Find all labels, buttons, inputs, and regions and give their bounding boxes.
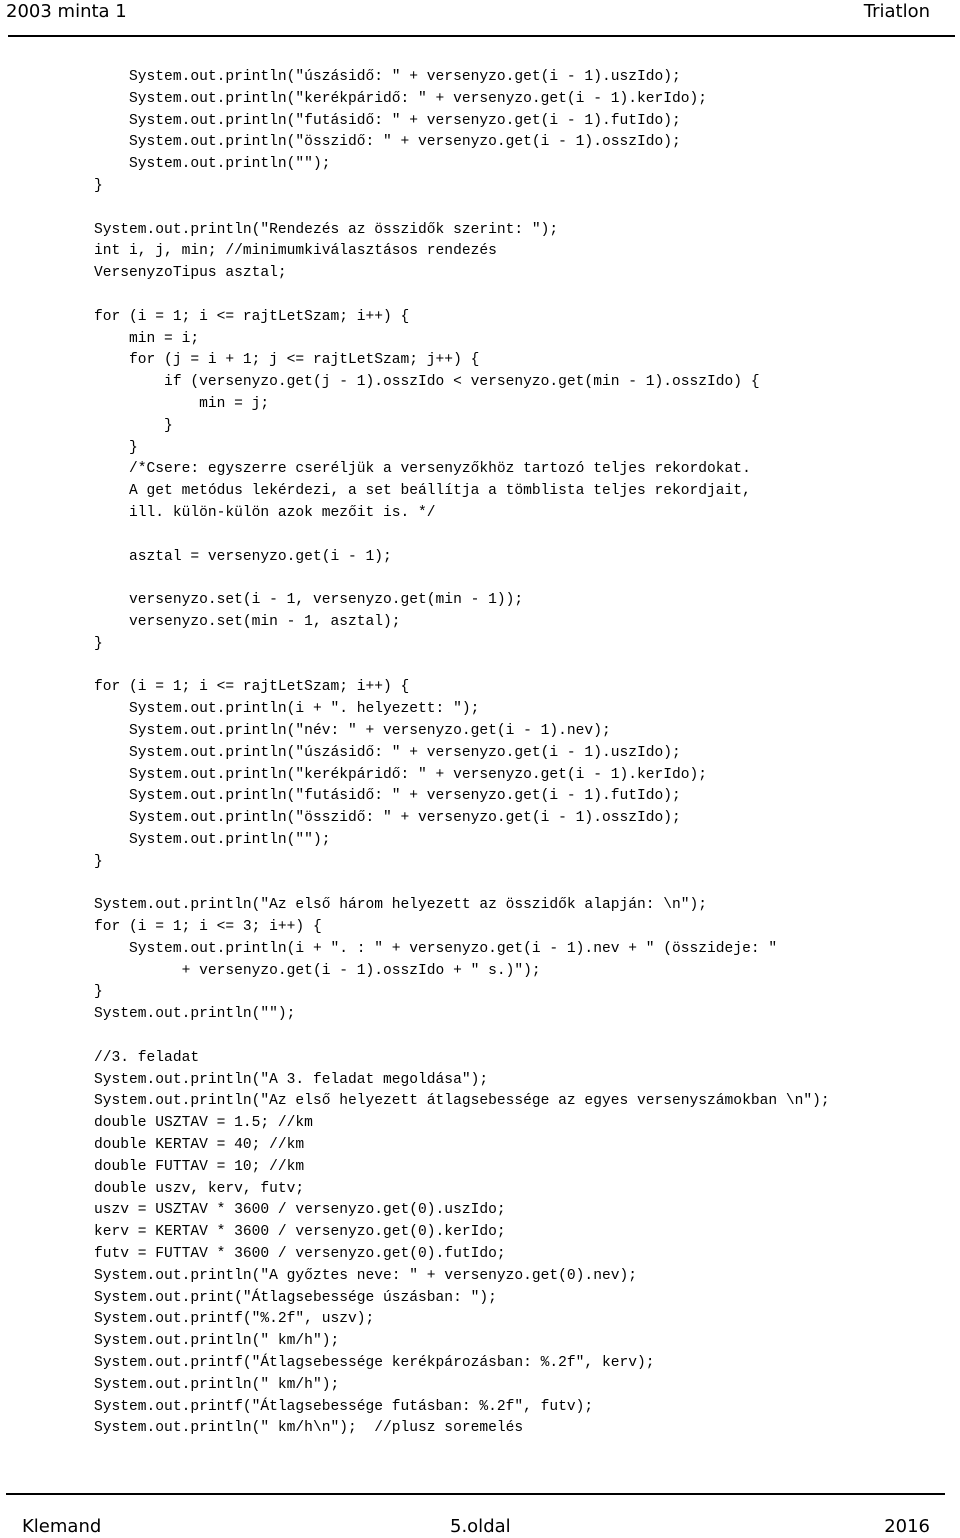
code-line: System.out.println(" km/h");: [94, 1333, 340, 1350]
code-line: uszv = USZTAV * 3600 / versenyzo.get(0).uszIdo;: [94, 1202, 506, 1219]
code-line: System.out.println("név: " + versenyzo.get(i - 1).nev);: [94, 722, 611, 739]
code-line: for (j = i + 1; j <= rajtLetSzam; j++) {: [94, 352, 480, 369]
code-line: }: [94, 177, 103, 194]
footer-year: 2016: [884, 1516, 930, 1537]
code-line: for (i = 1; i <= rajtLetSzam; i++) {: [94, 679, 410, 696]
header-topic: Triatlon: [863, 1, 930, 22]
code-line: if (versenyzo.get(j - 1).osszIdo < versenyzo.get(min - 1).osszIdo) {: [94, 374, 760, 391]
code-line: System.out.println("");: [94, 1006, 296, 1023]
code-line: versenyzo.set(min - 1, asztal);: [94, 613, 401, 630]
code-line: System.out.println(" km/h\n"); //plusz soremelés: [94, 1420, 524, 1437]
code-line: System.out.println("futásidő: " + versenyzo.get(i - 1).futIdo);: [94, 788, 681, 805]
code-line: System.out.print("Átlagsebessége úszásban: ");: [94, 1289, 497, 1306]
code-line: System.out.println("kerékpáridő: " + versenyzo.get(i - 1).kerIdo);: [94, 766, 708, 783]
code-line: VersenyzoTipus asztal;: [94, 265, 287, 282]
code-line: }: [94, 635, 103, 652]
code-line: System.out.printf("%.2f", uszv);: [94, 1311, 375, 1328]
code-line: versenyzo.set(i - 1, versenyzo.get(min - 1));: [94, 592, 524, 609]
code-line: System.out.println("kerékpáridő: " + versenyzo.get(i - 1).kerIdo);: [94, 90, 708, 107]
code-line: System.out.println(" km/h");: [94, 1376, 340, 1393]
code-line: System.out.println("Rendezés az összidők szerint: ");: [94, 221, 559, 238]
header-divider: [8, 35, 955, 37]
code-line: }: [94, 984, 103, 1001]
code-line: System.out.printf("Átlagsebessége futásban: %.2f", futv);: [94, 1398, 594, 1415]
code-line: }: [94, 417, 173, 434]
code-line: [94, 656, 830, 678]
code-line: System.out.println("Az első helyezett átlagsebessége az egyes versenyszámokban \n");: [94, 1093, 830, 1110]
code-line: System.out.printf("Átlagsebessége kerékpározásban: %.2f", kerv);: [94, 1355, 655, 1372]
code-line: System.out.println("úszásidő: " + versenyzo.get(i - 1).uszIdo);: [94, 69, 681, 85]
code-line: System.out.println("összidő: " + versenyzo.get(i - 1).osszIdo);: [94, 810, 681, 827]
code-listing: [94, 67, 830, 1440]
code-line: [94, 285, 830, 307]
code-line: [94, 525, 830, 547]
code-line: /*Csere: egyszerre cseréljük a versenyzőkhöz tartozó teljes rekordokat.: [94, 461, 751, 478]
code-line: System.out.println("");: [94, 831, 331, 848]
header-document-title: 2003 minta 1: [6, 1, 127, 22]
code-line: System.out.println("úszásidő: " + versenyzo.get(i - 1).uszIdo);: [94, 744, 681, 761]
code-line: }: [94, 853, 103, 870]
code-line: kerv = KERTAV * 3600 / versenyzo.get(0).kerIdo;: [94, 1224, 506, 1241]
code-line: }: [94, 439, 138, 456]
code-line: + versenyzo.get(i - 1).osszIdo + " s.)");: [94, 962, 541, 979]
code-line: ill. külön-külön azok mezőit is. */: [94, 504, 436, 521]
code-line: System.out.println("");: [94, 156, 331, 173]
code-line: double KERTAV = 40; //km: [94, 1137, 305, 1154]
code-line: for (i = 1; i <= 3; i++) {: [94, 919, 322, 936]
code-line: System.out.println("összidő: " + versenyzo.get(i - 1).osszIdo);: [94, 134, 681, 151]
code-line: //3. feladat: [94, 1049, 200, 1066]
code-line: System.out.println("futásidő: " + versenyzo.get(i - 1).futIdo);: [94, 112, 681, 129]
code-line: double FUTTAV = 10; //km: [94, 1158, 305, 1175]
code-line: [94, 1026, 830, 1048]
code-line: System.out.println(i + ". : " + versenyzo.get(i - 1).nev + " (összideje: ": [94, 940, 778, 957]
code-line: System.out.println("Az első három helyezett az összidők alapján: \n");: [94, 897, 708, 914]
code-line: System.out.println("A 3. feladat megoldása");: [94, 1071, 489, 1088]
code-line: for (i = 1; i <= rajtLetSzam; i++) {: [94, 308, 410, 325]
footer-divider: [6, 1493, 945, 1495]
footer-author: Klemand: [22, 1516, 102, 1537]
footer-page-number: 5.oldal: [450, 1516, 511, 1537]
code-line: futv = FUTTAV * 3600 / versenyzo.get(0).futIdo;: [94, 1246, 506, 1263]
code-line: double USZTAV = 1.5; //km: [94, 1115, 313, 1132]
code-line: [94, 198, 830, 220]
code-line: [94, 873, 830, 895]
code-line: System.out.println("A győztes neve: " + versenyzo.get(0).nev);: [94, 1267, 637, 1284]
code-line: min = i;: [94, 330, 200, 347]
code-line: A get metódus lekérdezi, a set beállítja a tömblista teljes rekordjait,: [94, 483, 751, 500]
code-line: double uszv, kerv, futv;: [94, 1180, 305, 1197]
code-line: [94, 568, 830, 590]
code-line: min = j;: [94, 395, 270, 412]
code-line: asztal = versenyzo.get(i - 1);: [94, 548, 392, 565]
code-line: int i, j, min; //minimumkiválasztásos rendezés: [94, 243, 497, 260]
code-line: System.out.println(i + ". helyezett: ");: [94, 701, 480, 718]
page-header: [0, 0, 960, 30]
